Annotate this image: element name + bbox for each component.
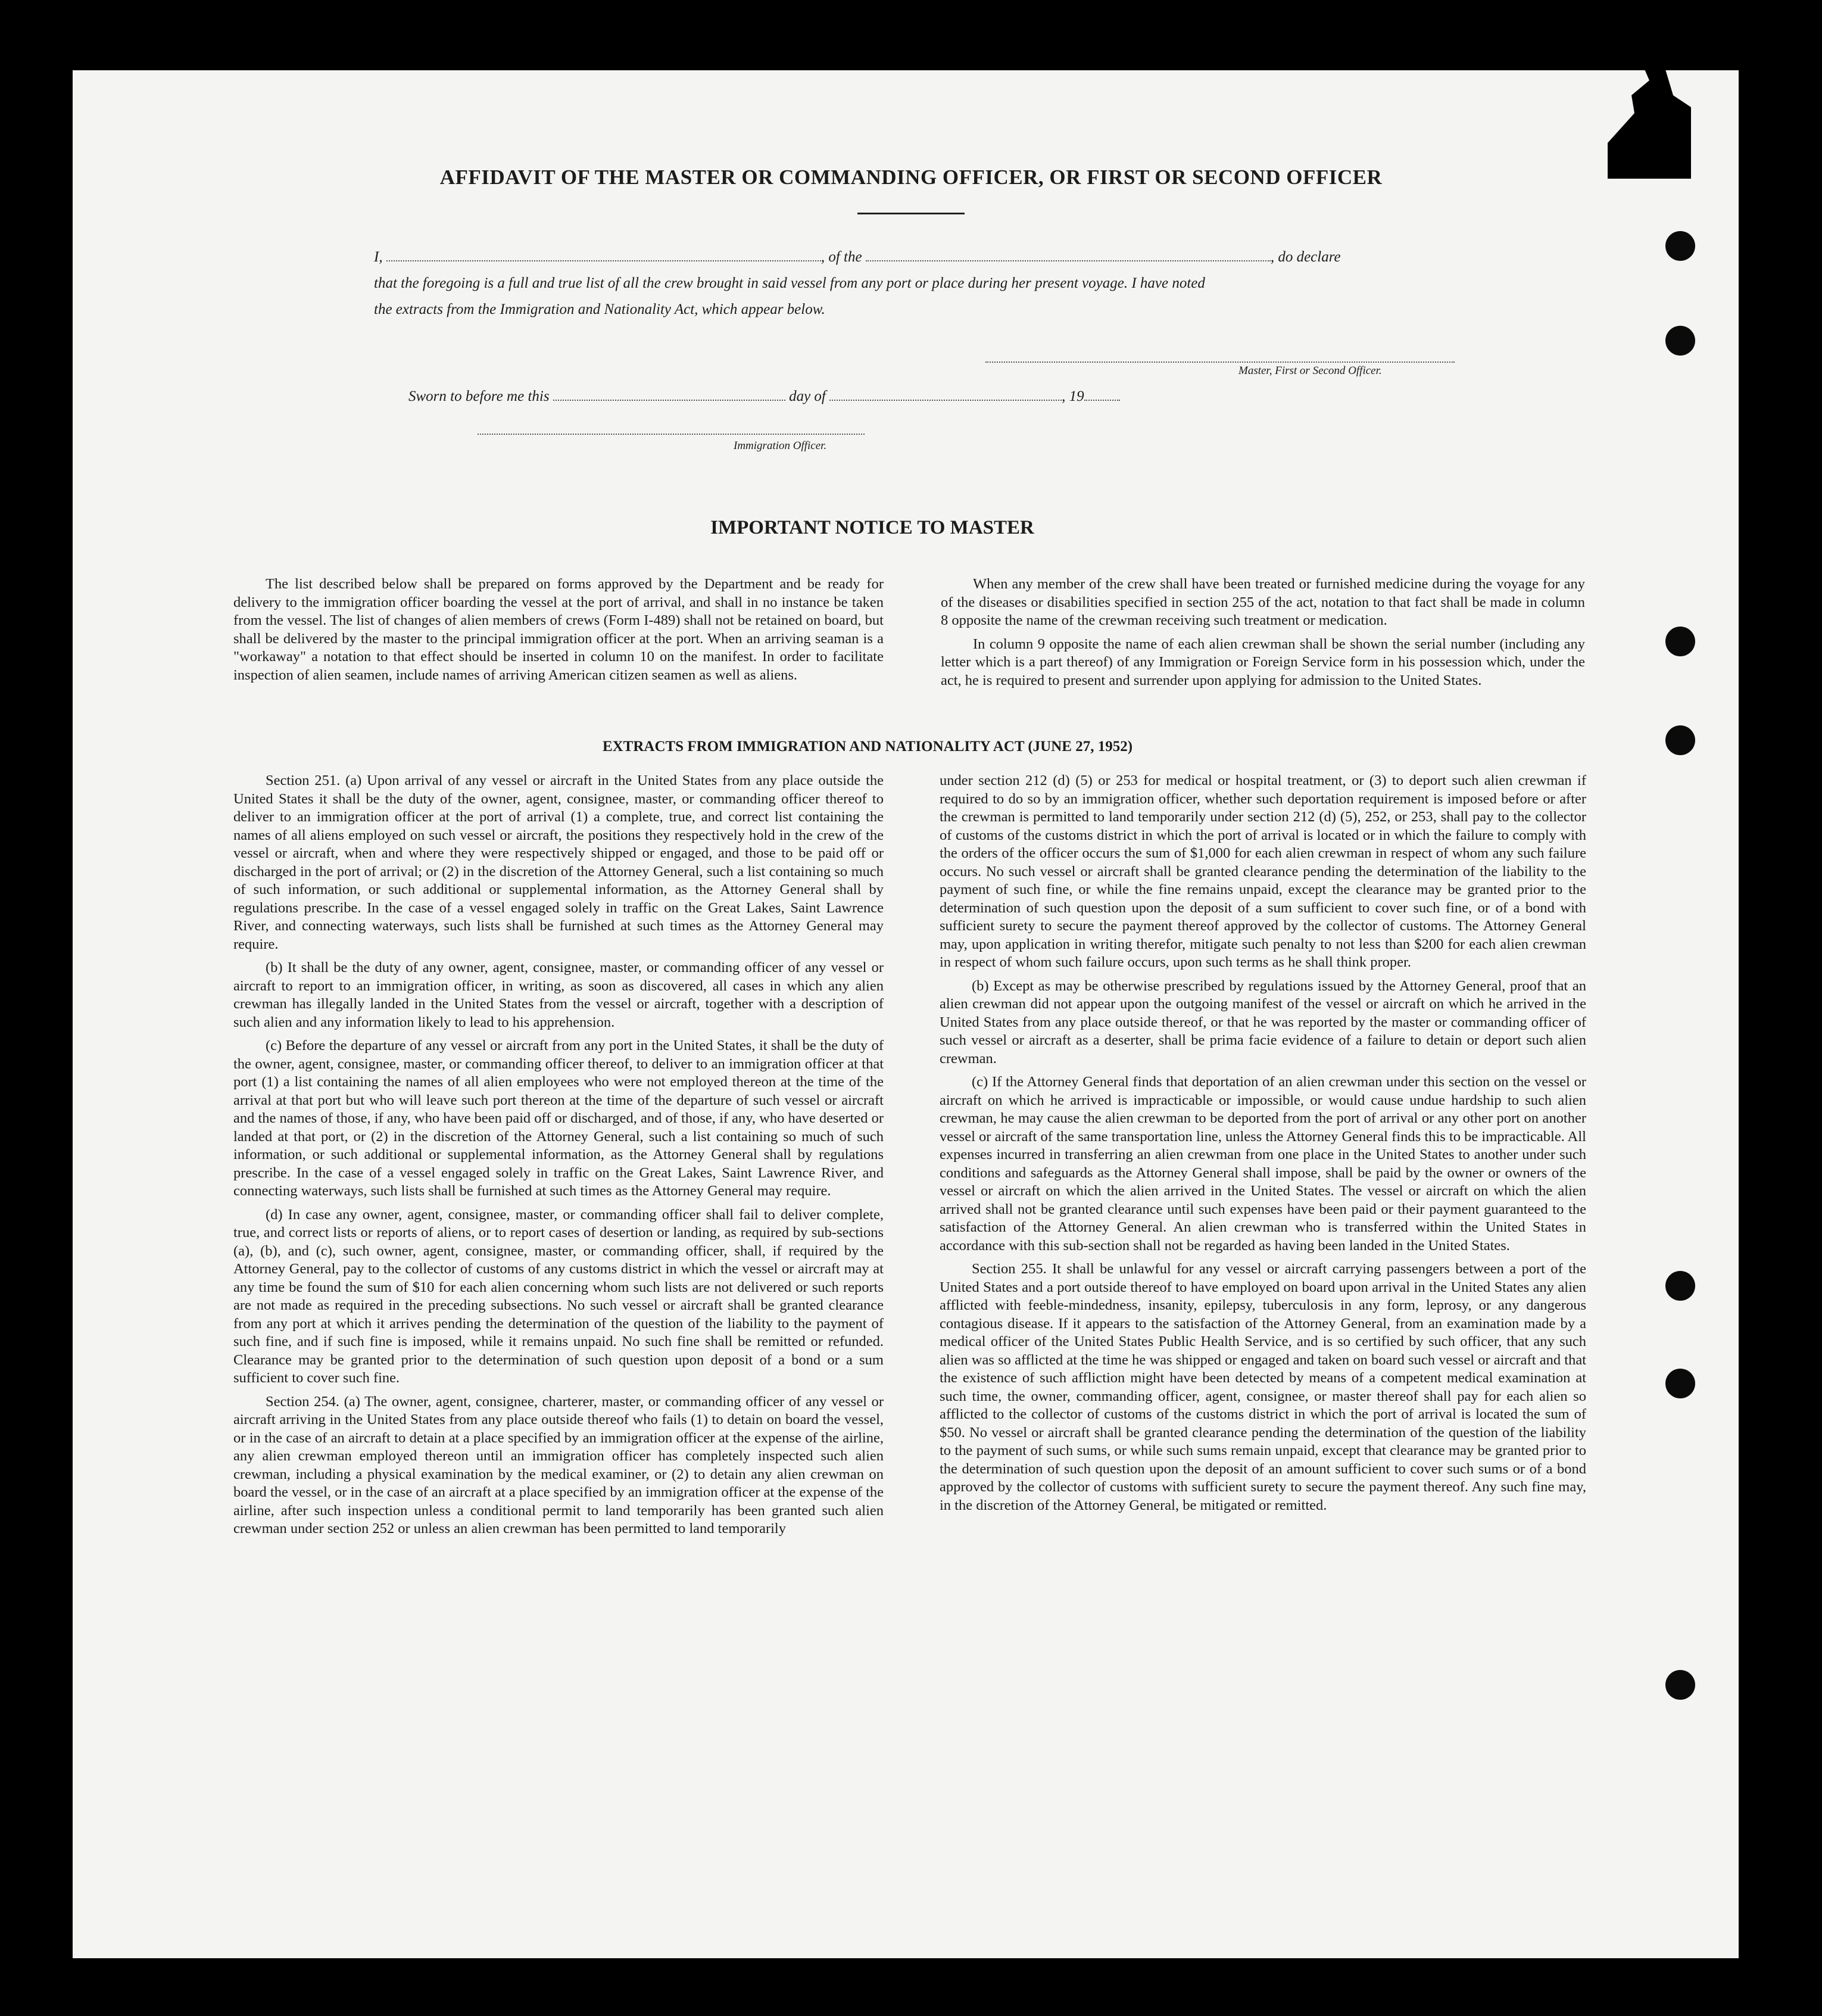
sworn-label: Sworn to before me this — [408, 388, 550, 404]
notice-paragraph: The list described below shall be prepared on forms approved by the Department and be ready for delivery to the immigration officer boarding the vessel at the port of arrival, and shall in no instance be taken from the vessel. The list of changes of alien members of crews (Form I-489) shall not be retained on board, but shall be delivered by the master to the principal immigration officer at the port. When an arriving seaman is a "workaway" a notation to that effect should be inserted in column 10 on the manifest. In order to facilitate inspection of alien seamen, include names of arriving American citizen seamen as well as aliens. — [233, 576, 884, 683]
section-251d: (d) In case any owner, agent, consignee, master, or commanding officer shall fail to deliver complete, true, and correct lists or reports of aliens, or to report cases of desertion or landing, as required by sub-sections (a), (b), and (c), such owner, agent, consignee, master, or commanding officer, shall, if required by the Attorney General, pay to the collector of customs of any customs district in which the vessel or aircraft may at any time be found the sum of $10 for each alien concerning whom such lists are not delivered or such reports are not made as required in the preceding subsections. No such vessel or aircraft shall be granted clearance from any port at which it arrives pending the determination of the question of the liability to the payment of such fine, and if such fine is imposed, while it remains unpaid. No such fine shall be remitted or refunded. Clearance may be granted prior to the determination of such question upon deposit of a bond or a sum sufficient to cover such fine. — [233, 1206, 884, 1386]
punch-hole — [1665, 1369, 1695, 1398]
section-254c: (c) If the Attorney General finds that deportation of an alien crewman under this section on the vessel or aircraft on which he arrived is impracticable or impossible, or would cause undue hardship to such alien crewman, he may cause the alien crewman to be deported from the port of arrival or any other port on another vessel or aircraft of the same transportation line, unless the Attorney General finds this to be impracticable. All expenses incurred in transferring an alien crewman from one place in the United States to another under such conditions and safeguards as the Attorney General shall impose, shall be paid by the owner or owners of the vessel or aircraft on which the alien arrived in the United States. The vessel or aircraft on which the alien arrived shall not be granted clearance until such expenses have been paid or their payment guaranteed to the satisfaction of the Attorney General. An alien crewman who is transferred within the United States in accordance with this sub-section shall not be regarded as having been landed in the United States. — [940, 1074, 1586, 1254]
declaration-line-3: the extracts from the Immigration and Nationality Act, which appear below. — [374, 301, 825, 317]
declaration-line-1 — [374, 244, 1452, 270]
declaration-of-the: , of the — [820, 249, 862, 265]
vessel-field[interactable] — [866, 255, 1271, 261]
title-rule — [857, 213, 965, 214]
master-signature-line[interactable] — [985, 362, 1455, 363]
punch-hole — [1665, 1271, 1695, 1301]
sworn-month-field[interactable] — [829, 395, 1062, 401]
extracts-title: EXTRACTS FROM IMMIGRATION AND NATIONALITY ACT (JUNE 27, 1952) — [602, 739, 1133, 755]
section-254b: (b) Except as may be otherwise prescribed by regulations issued by the Attorney General, proof that an alien crewman did not appear upon the outgoing manifest of the vessel or aircraft on which he arrived in the United States from any place outside thereof, or that he was reported by the master or commanding officer of such vessel or aircraft as a deserter, shall be prima facie evidence of a failure to detain or deport such alien crewman. — [940, 977, 1586, 1067]
notice-left-column — [233, 575, 884, 690]
punch-hole — [1665, 627, 1695, 656]
section-251a: Section 251. (a) Upon arrival of any vessel or aircraft in the United States from any place outside the United States it shall be the duty of the owner, agent, consignee, master, or commanding officer thereof to deliver to an immigration officer at the port of arrival (1) a complete, true, and correct list containing the names of all aliens employed on such vessel or aircraft, the positions they respectively hold in the crew of the vessel or aircraft, when and where they were respectively shipped or engaged, and those to be paid off or discharged in the port of arrival; or (2) in the discretion of the Attorney General, such a list containing so much of such information, or such additional or supplemental information, as the Attorney General shall by regulations prescribe. In the case of a vessel engaged solely in traffic on the Great Lakes, Saint Lawrence River, and connecting waterways, such lists shall be furnished at such times as the Attorney General may require. — [233, 772, 884, 952]
section-255: Section 255. It shall be unlawful for any vessel or aircraft carrying passengers between a port of the United States and a port outside thereof to have employed on board upon arrival in the United States any alien afflicted with feeble-mindedness, insanity, epilepsy, tuberculosis in any form, leprosy, or any dangerous contagious disease. If it appears to the satisfaction of the Attorney General, from an examination made by a medical officer of the United States Public Health Service, and is so certified by such officer, that any such alien was so afflicted at the time he was shipped or engaged and taken on board such vessel or aircraft and that the existence of such affliction might have been detected by means of a competent medical examination at such time, the owner, commanding officer, agent, consignee, or master thereof shall pay for each alien so afflicted to the collector of customs of the customs district in which the port of arrival is located the sum of $50. No vessel or aircraft shall be granted clearance pending the determination of the question of the liability to the payment of such sums, or while such sums remain unpaid, except that clearance may be granted prior to the determination of such question upon the deposit of an amount sufficient to cover such sums or of a bond approved by the collector of customs with sufficient surety to secure the payment thereof. Any such fine may, in the discretion of the Attorney General, be mitigated or remitted. — [940, 1261, 1586, 1513]
section-251c: (c) Before the departure of any vessel or aircraft from any port in the United States, it shall be the duty of the owner, agent, consignee, master, or commanding officer thereof, to deliver to an immigration officer at that port (1) a list containing the names of all alien employees who were not employed thereon at the time of the arrival at that port but who will leave such port thereon at the time of the departure of such vessel or aircraft and the names of those, if any, who have been paid off or discharged, and of those, if any, who have deserted or landed at that port, or (2) in the discretion of the Attorney General, such a list containing so much of such information, or such additional or supplemental information, as the Attorney General shall by regulations prescribe. In the case of a vessel engaged solely in traffic on the Great Lakes, Saint Lawrence River, and connecting waterways, such lists shall be furnished at such times as the Attorney General may require. — [233, 1037, 884, 1199]
notice-paragraph: When any member of the crew shall have been treated or furnished medicine during the voyage for any of the diseases or disabilities specified in section 255 of the act, notation to that fact shall be made in column 8 opposite the name of the crewman receiving such treatment or medication. — [941, 576, 1585, 628]
sworn-line — [408, 384, 1120, 410]
punch-hole — [1665, 1670, 1695, 1700]
declaration-line-2: that the foregoing is a full and true list of all the crew brought in said vessel from any port or place during her present voyage. I have noted — [374, 275, 1205, 291]
year-label: , 19 — [1062, 388, 1084, 404]
day-of-label: day of — [789, 388, 826, 404]
sworn-year-field[interactable] — [1084, 395, 1120, 401]
punch-hole — [1665, 231, 1695, 261]
master-signature-label: Master, First or Second Officer. — [1238, 364, 1382, 377]
declaration-do-declare: , do declare — [1270, 249, 1341, 265]
extracts-left-column — [233, 772, 884, 1544]
torn-corner — [1608, 24, 1691, 179]
punch-hole — [1665, 326, 1695, 356]
section-254a-continued: under section 212 (d) (5) or 253 for medical or hospital treatment, or (3) to deport such alien crewman if required to do so by an immigration officer, whether such deportation requirement is imposed before or after the crewman is permitted to land temporarily under section 212 (d) (5), 252, or 253, shall pay to the collector of customs of the customs district in which the port of arrival is located or in which the failure to comply with the orders of the officer occurs the sum of $1,000 for each alien crewman in respect of whom any such failure occurs. No such vessel or aircraft shall be granted clearance pending the determination of the liability to the payment of such fine, or while the fine remains unpaid, except the clearance may be granted prior to the determination of such question upon the deposit of a sum sufficient to cover such fine, or of a bond with sufficient surety to secure the payment thereof approved by the collector of customs. The Attorney General may, upon application in writing therefor, mitigate such penalty to not less than $200 for each alien crewman in respect of whom such failure occurs, upon such terms as he shall think proper. — [940, 772, 1586, 970]
notice-right-column — [941, 575, 1585, 695]
officer-signature-label: Immigration Officer. — [734, 440, 827, 452]
section-254a: Section 254. (a) The owner, agent, consignee, charterer, master, or commanding officer of any vessel or aircraft arriving in the United States from any place outside thereof who fails (1) to detain on board the vessel, or in the case of an aircraft to detain at a place specified by an immigration officer at the expense of the airline, any alien crewman employed thereon until an immigration officer has completely inspected such alien crewman, including a physical examination by the medical examiner, or (2) to detain any alien crewman on board the vessel, or in the case of an aircraft at a place specified by an immigration officer at the expense of the airline, after such inspection unless a conditional permit to land temporarily has been granted such alien crewman under section 252 or unless an alien crewman has been permitted to land temporarily — [233, 1393, 884, 1537]
extracts-right-column — [940, 772, 1586, 1520]
declaration — [374, 244, 1452, 323]
sworn-day-field[interactable] — [553, 395, 785, 401]
declaration-i: I, — [374, 249, 383, 265]
page-title: AFFIDAVIT OF THE MASTER OR COMMANDING OFFICER, OR FIRST OR SECOND OFFICER — [439, 166, 1383, 189]
name-field[interactable] — [386, 255, 821, 261]
notice-paragraph: In column 9 opposite the name of each alien crewman shall be shown the serial number (including any letter which is a part thereof) of any Immigration or Foreign Service form in his possession which, under the act, he is required to present and surrender upon applying for admission to the United States. — [941, 635, 1585, 688]
officer-signature-line[interactable] — [478, 434, 865, 435]
section-251b: (b) It shall be the duty of any owner, agent, consignee, master, or commanding officer of any vessel or aircraft to report to an immigration officer, in writing, as soon as discovered, all cases in which any alien crewman has illegally landed in the United States from the vessel or aircraft, together with a description of such alien and any information likely to lead to his apprehension. — [233, 959, 884, 1030]
notice-title: IMPORTANT NOTICE TO MASTER — [710, 517, 1034, 538]
